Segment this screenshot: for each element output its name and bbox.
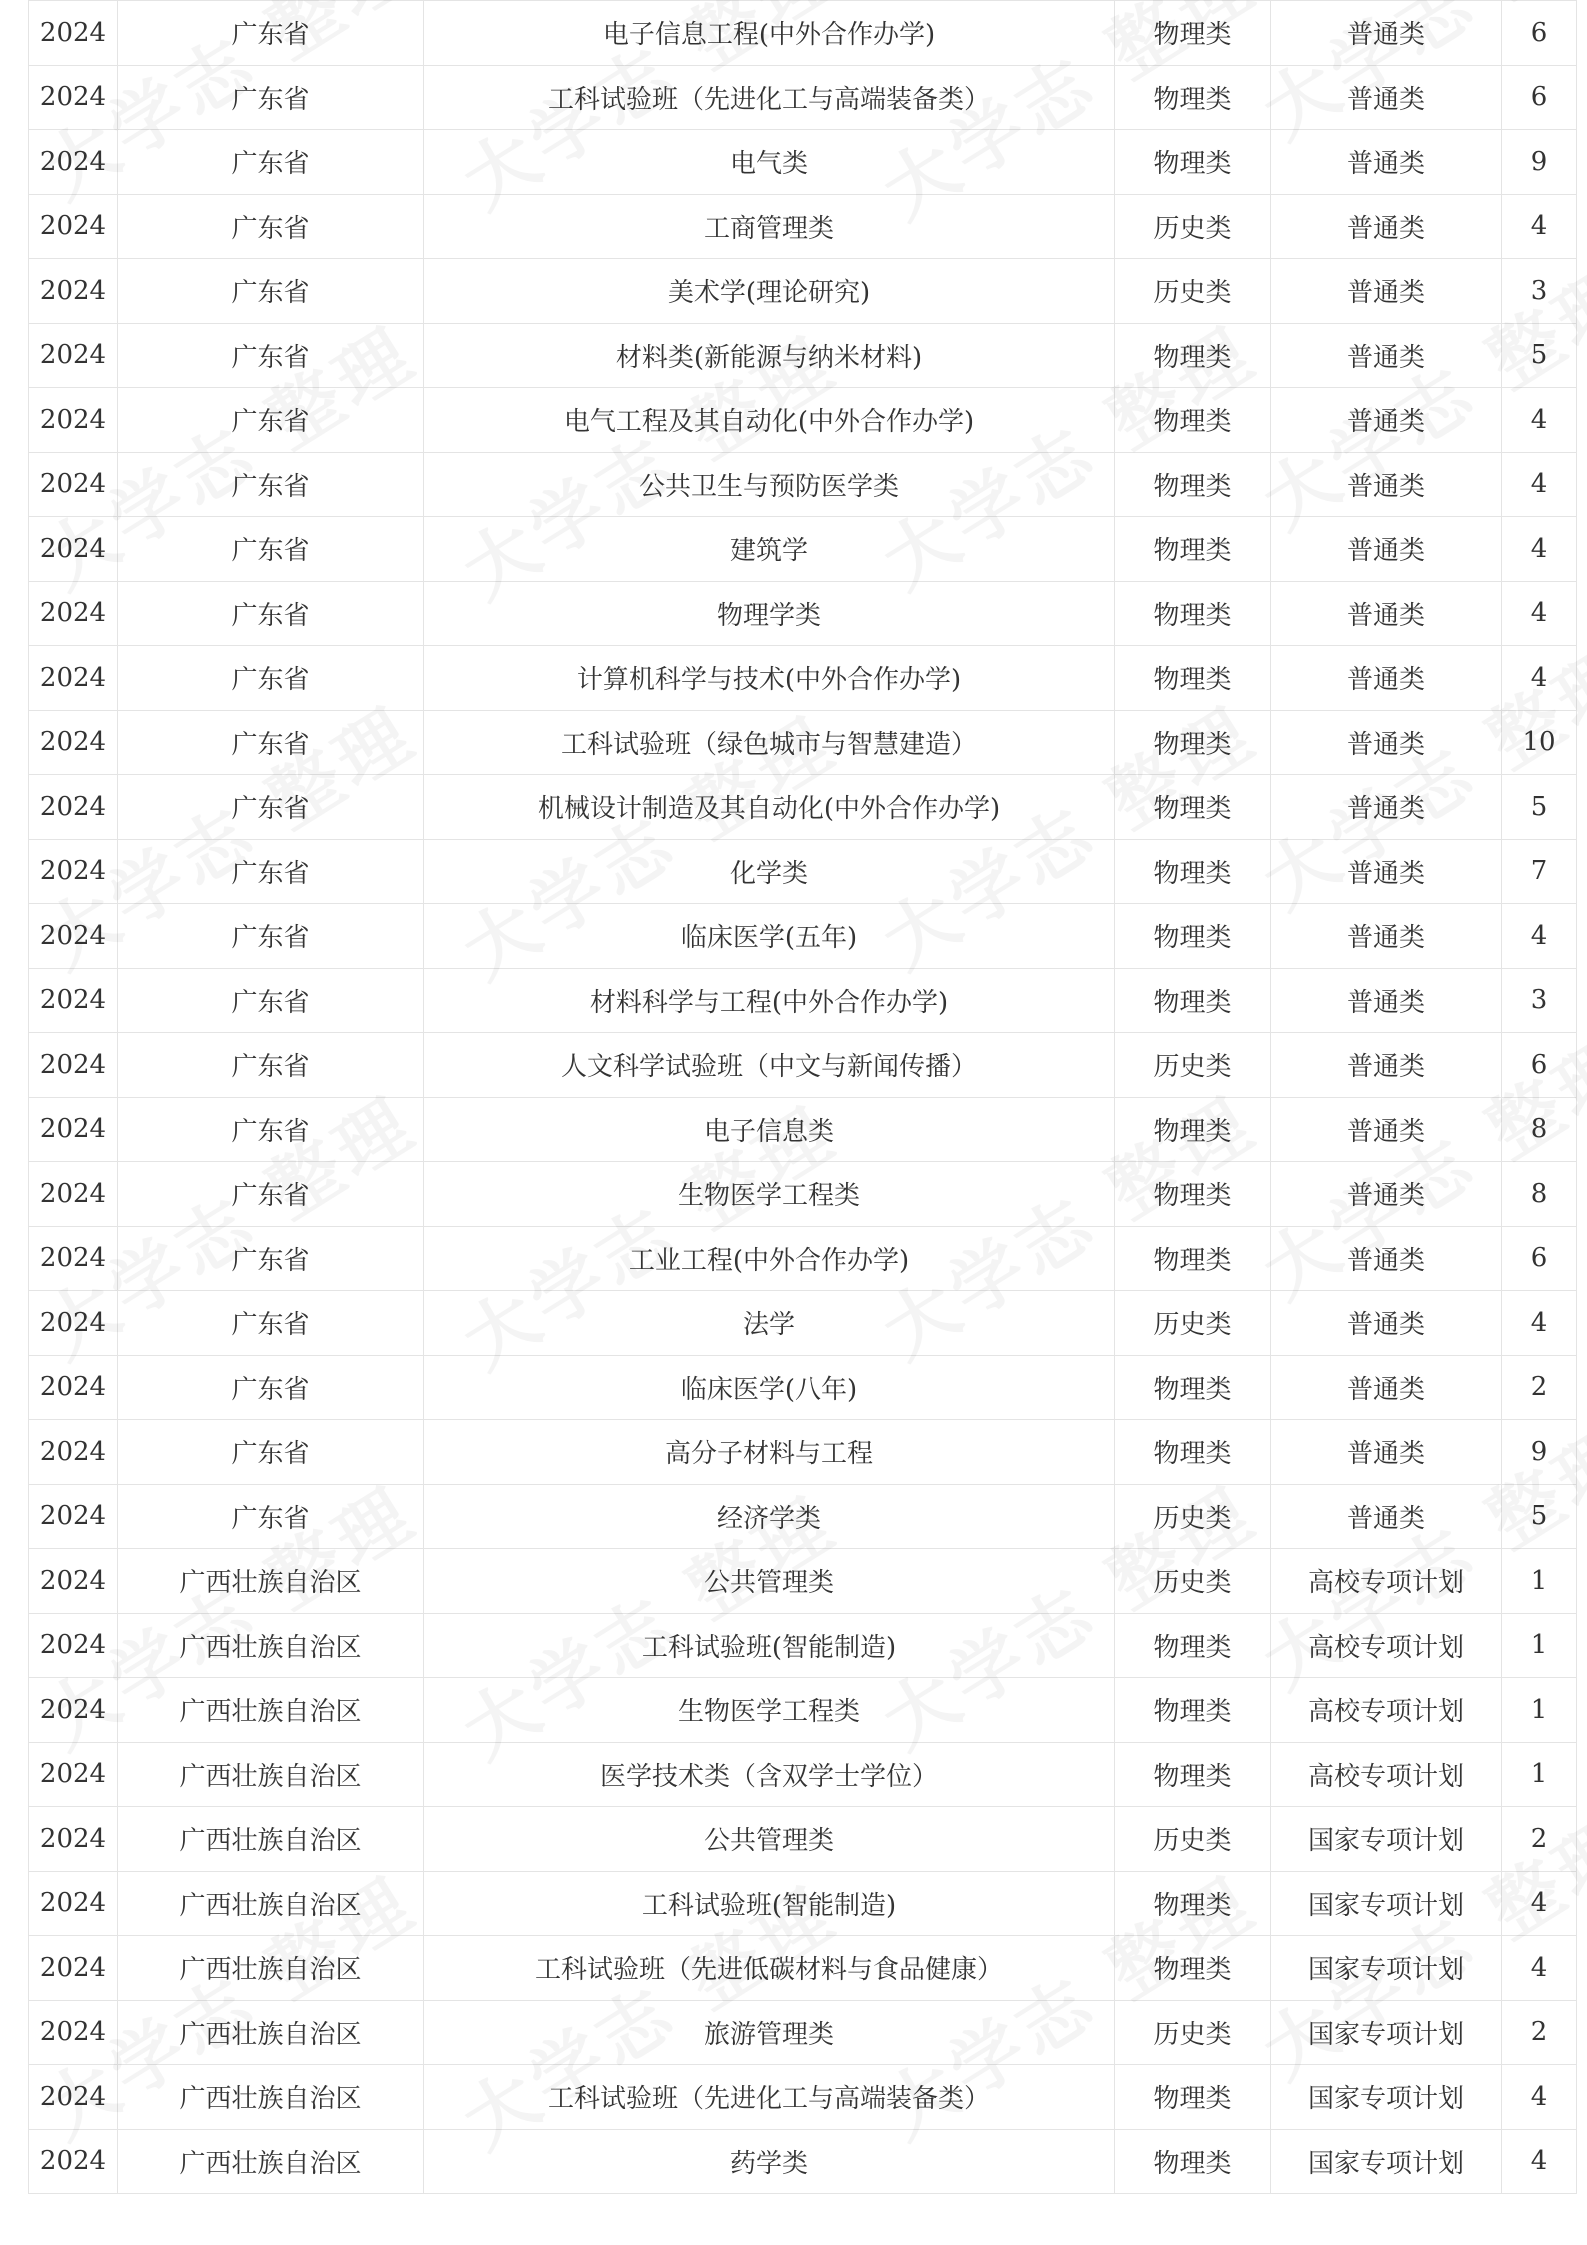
table-row [29, 710, 1577, 775]
subject-cell: 物理类 [1115, 1742, 1271, 1807]
year-cell: 2024 [29, 1420, 118, 1485]
count-cell: 3 [1502, 968, 1577, 1033]
plan-type-cell: 普通类 [1271, 839, 1502, 904]
plan-type-cell: 普通类 [1271, 130, 1502, 195]
subject-cell: 物理类 [1115, 904, 1271, 969]
province-cell: 广东省 [118, 517, 424, 582]
count-cell: 6 [1502, 1226, 1577, 1291]
subject-cell: 物理类 [1115, 2065, 1271, 2130]
plan-type-cell: 普通类 [1271, 452, 1502, 517]
year-cell: 2024 [29, 1355, 118, 1420]
plan-type-cell: 普通类 [1271, 1, 1502, 66]
count-cell: 4 [1502, 452, 1577, 517]
province-cell: 广西壮族自治区 [118, 1613, 424, 1678]
count-cell: 4 [1502, 517, 1577, 582]
count-cell: 5 [1502, 1484, 1577, 1549]
plan-type-cell: 普通类 [1271, 1226, 1502, 1291]
year-cell: 2024 [29, 1097, 118, 1162]
year-cell: 2024 [29, 1033, 118, 1098]
table-row [29, 2129, 1577, 2194]
plan-type-cell: 普通类 [1271, 259, 1502, 324]
subject-cell: 物理类 [1115, 452, 1271, 517]
province-cell: 广东省 [118, 710, 424, 775]
major-cell: 工科试验班(智能制造) [424, 1871, 1115, 1936]
province-cell: 广西壮族自治区 [118, 1871, 424, 1936]
table-row [29, 194, 1577, 259]
table-row [29, 2000, 1577, 2065]
province-cell: 广东省 [118, 259, 424, 324]
year-cell: 2024 [29, 646, 118, 711]
subject-cell: 物理类 [1115, 130, 1271, 195]
table-row [29, 259, 1577, 324]
year-cell: 2024 [29, 65, 118, 130]
province-cell: 广东省 [118, 968, 424, 1033]
plan-type-cell: 高校专项计划 [1271, 1742, 1502, 1807]
province-cell: 广西壮族自治区 [118, 2065, 424, 2130]
table-row [29, 1678, 1577, 1743]
subject-cell: 历史类 [1115, 1033, 1271, 1098]
table-row [29, 65, 1577, 130]
major-cell: 生物医学工程类 [424, 1678, 1115, 1743]
table-row [29, 581, 1577, 646]
table-row [29, 130, 1577, 195]
table-row [29, 1807, 1577, 1872]
province-cell: 广东省 [118, 1226, 424, 1291]
year-cell: 2024 [29, 259, 118, 324]
table-body [29, 1, 1577, 2194]
year-cell: 2024 [29, 1291, 118, 1356]
table-row [29, 517, 1577, 582]
major-cell: 美术学(理论研究) [424, 259, 1115, 324]
subject-cell: 物理类 [1115, 65, 1271, 130]
major-cell: 工业工程(中外合作办学) [424, 1226, 1115, 1291]
year-cell: 2024 [29, 2129, 118, 2194]
table-row [29, 1226, 1577, 1291]
major-cell: 物理学类 [424, 581, 1115, 646]
subject-cell: 历史类 [1115, 1549, 1271, 1614]
table-row [29, 968, 1577, 1033]
plan-type-cell: 普通类 [1271, 968, 1502, 1033]
plan-type-cell: 高校专项计划 [1271, 1678, 1502, 1743]
count-cell: 4 [1502, 194, 1577, 259]
subject-cell: 历史类 [1115, 194, 1271, 259]
plan-type-cell: 普通类 [1271, 1162, 1502, 1227]
major-cell: 生物医学工程类 [424, 1162, 1115, 1227]
year-cell: 2024 [29, 1613, 118, 1678]
count-cell: 4 [1502, 1936, 1577, 2001]
plan-type-cell: 普通类 [1271, 1484, 1502, 1549]
table-row [29, 388, 1577, 453]
table-row [29, 1033, 1577, 1098]
year-cell: 2024 [29, 130, 118, 195]
plan-type-cell: 高校专项计划 [1271, 1613, 1502, 1678]
year-cell: 2024 [29, 775, 118, 840]
year-cell: 2024 [29, 1936, 118, 2001]
major-cell: 计算机科学与技术(中外合作办学) [424, 646, 1115, 711]
year-cell: 2024 [29, 517, 118, 582]
year-cell: 2024 [29, 1871, 118, 1936]
province-cell: 广东省 [118, 1355, 424, 1420]
major-cell: 旅游管理类 [424, 2000, 1115, 2065]
year-cell: 2024 [29, 904, 118, 969]
count-cell: 6 [1502, 1, 1577, 66]
major-cell: 电子信息工程(中外合作办学) [424, 1, 1115, 66]
count-cell: 3 [1502, 259, 1577, 324]
province-cell: 广东省 [118, 1484, 424, 1549]
year-cell: 2024 [29, 1226, 118, 1291]
province-cell: 广西壮族自治区 [118, 1936, 424, 2001]
province-cell: 广东省 [118, 839, 424, 904]
subject-cell: 物理类 [1115, 710, 1271, 775]
count-cell: 4 [1502, 1871, 1577, 1936]
province-cell: 广东省 [118, 904, 424, 969]
plan-type-cell: 普通类 [1271, 517, 1502, 582]
count-cell: 4 [1502, 388, 1577, 453]
subject-cell: 历史类 [1115, 1291, 1271, 1356]
major-cell: 工科试验班(智能制造) [424, 1613, 1115, 1678]
plan-type-cell: 普通类 [1271, 1291, 1502, 1356]
count-cell: 10 [1502, 710, 1577, 775]
subject-cell: 物理类 [1115, 646, 1271, 711]
major-cell: 机械设计制造及其自动化(中外合作办学) [424, 775, 1115, 840]
table-row [29, 1355, 1577, 1420]
subject-cell: 历史类 [1115, 2000, 1271, 2065]
province-cell: 广东省 [118, 1033, 424, 1098]
province-cell: 广东省 [118, 1162, 424, 1227]
year-cell: 2024 [29, 1484, 118, 1549]
plan-type-cell: 普通类 [1271, 65, 1502, 130]
table-row [29, 323, 1577, 388]
year-cell: 2024 [29, 1162, 118, 1227]
year-cell: 2024 [29, 388, 118, 453]
subject-cell: 物理类 [1115, 1420, 1271, 1485]
count-cell: 4 [1502, 904, 1577, 969]
plan-type-cell: 国家专项计划 [1271, 2000, 1502, 2065]
count-cell: 4 [1502, 2065, 1577, 2130]
major-cell: 化学类 [424, 839, 1115, 904]
plan-type-cell: 普通类 [1271, 646, 1502, 711]
province-cell: 广东省 [118, 775, 424, 840]
province-cell: 广西壮族自治区 [118, 1807, 424, 1872]
plan-type-cell: 高校专项计划 [1271, 1549, 1502, 1614]
table-row [29, 1420, 1577, 1485]
province-cell: 广东省 [118, 65, 424, 130]
subject-cell: 物理类 [1115, 581, 1271, 646]
plan-type-cell: 国家专项计划 [1271, 2065, 1502, 2130]
plan-type-cell: 普通类 [1271, 581, 1502, 646]
major-cell: 电气类 [424, 130, 1115, 195]
major-cell: 公共卫生与预防医学类 [424, 452, 1115, 517]
subject-cell: 物理类 [1115, 2129, 1271, 2194]
plan-type-cell: 普通类 [1271, 1355, 1502, 1420]
year-cell: 2024 [29, 452, 118, 517]
province-cell: 广西壮族自治区 [118, 1549, 424, 1614]
count-cell: 6 [1502, 1033, 1577, 1098]
major-cell: 工科试验班（先进化工与高端装备类） [424, 2065, 1115, 2130]
plan-type-cell: 国家专项计划 [1271, 2129, 1502, 2194]
count-cell: 1 [1502, 1678, 1577, 1743]
major-cell: 公共管理类 [424, 1549, 1115, 1614]
table-row [29, 1871, 1577, 1936]
subject-cell: 物理类 [1115, 323, 1271, 388]
major-cell: 医学技术类（含双学士学位） [424, 1742, 1115, 1807]
subject-cell: 物理类 [1115, 1226, 1271, 1291]
year-cell: 2024 [29, 323, 118, 388]
major-cell: 工科试验班（绿色城市与智慧建造） [424, 710, 1115, 775]
year-cell: 2024 [29, 2000, 118, 2065]
count-cell: 6 [1502, 65, 1577, 130]
plan-type-cell: 普通类 [1271, 323, 1502, 388]
major-cell: 工科试验班（先进低碳材料与食品健康） [424, 1936, 1115, 2001]
subject-cell: 物理类 [1115, 775, 1271, 840]
table-row [29, 1484, 1577, 1549]
subject-cell: 物理类 [1115, 968, 1271, 1033]
count-cell: 4 [1502, 2129, 1577, 2194]
year-cell: 2024 [29, 581, 118, 646]
admission-table [28, 0, 1577, 2194]
year-cell: 2024 [29, 1678, 118, 1743]
table-row [29, 1, 1577, 66]
subject-cell: 历史类 [1115, 259, 1271, 324]
table-row [29, 775, 1577, 840]
province-cell: 广东省 [118, 646, 424, 711]
table-row [29, 1936, 1577, 2001]
province-cell: 广东省 [118, 581, 424, 646]
count-cell: 4 [1502, 1291, 1577, 1356]
table-row [29, 904, 1577, 969]
major-cell: 临床医学(八年) [424, 1355, 1115, 1420]
year-cell: 2024 [29, 2065, 118, 2130]
province-cell: 广西壮族自治区 [118, 2129, 424, 2194]
major-cell: 工科试验班（先进化工与高端装备类） [424, 65, 1115, 130]
major-cell: 临床医学(五年) [424, 904, 1115, 969]
count-cell: 1 [1502, 1549, 1577, 1614]
plan-type-cell: 普通类 [1271, 710, 1502, 775]
province-cell: 广东省 [118, 323, 424, 388]
count-cell: 1 [1502, 1613, 1577, 1678]
province-cell: 广西壮族自治区 [118, 2000, 424, 2065]
subject-cell: 物理类 [1115, 1, 1271, 66]
plan-type-cell: 普通类 [1271, 1033, 1502, 1098]
subject-cell: 历史类 [1115, 1807, 1271, 1872]
subject-cell: 物理类 [1115, 1871, 1271, 1936]
table-row [29, 1291, 1577, 1356]
count-cell: 5 [1502, 775, 1577, 840]
province-cell: 广东省 [118, 1097, 424, 1162]
count-cell: 8 [1502, 1097, 1577, 1162]
year-cell: 2024 [29, 1742, 118, 1807]
year-cell: 2024 [29, 968, 118, 1033]
province-cell: 广东省 [118, 452, 424, 517]
count-cell: 8 [1502, 1162, 1577, 1227]
plan-type-cell: 普通类 [1271, 1420, 1502, 1485]
year-cell: 2024 [29, 710, 118, 775]
table-row [29, 1549, 1577, 1614]
table-row [29, 839, 1577, 904]
year-cell: 2024 [29, 1807, 118, 1872]
count-cell: 7 [1502, 839, 1577, 904]
province-cell: 广东省 [118, 1291, 424, 1356]
major-cell: 经济学类 [424, 1484, 1115, 1549]
table-row [29, 1162, 1577, 1227]
subject-cell: 物理类 [1115, 839, 1271, 904]
province-cell: 广东省 [118, 130, 424, 195]
major-cell: 高分子材料与工程 [424, 1420, 1115, 1485]
major-cell: 电子信息类 [424, 1097, 1115, 1162]
subject-cell: 物理类 [1115, 388, 1271, 453]
province-cell: 广东省 [118, 1, 424, 66]
count-cell: 4 [1502, 581, 1577, 646]
year-cell: 2024 [29, 839, 118, 904]
major-cell: 工商管理类 [424, 194, 1115, 259]
table-row [29, 1097, 1577, 1162]
table-row [29, 452, 1577, 517]
subject-cell: 物理类 [1115, 1936, 1271, 2001]
province-cell: 广西壮族自治区 [118, 1678, 424, 1743]
subject-cell: 物理类 [1115, 1097, 1271, 1162]
major-cell: 人文科学试验班（中文与新闻传播） [424, 1033, 1115, 1098]
count-cell: 9 [1502, 1420, 1577, 1485]
count-cell: 4 [1502, 646, 1577, 711]
major-cell: 材料类(新能源与纳米材料) [424, 323, 1115, 388]
major-cell: 法学 [424, 1291, 1115, 1356]
count-cell: 5 [1502, 323, 1577, 388]
year-cell: 2024 [29, 194, 118, 259]
plan-type-cell: 国家专项计划 [1271, 1871, 1502, 1936]
plan-type-cell: 普通类 [1271, 775, 1502, 840]
plan-type-cell: 国家专项计划 [1271, 1807, 1502, 1872]
major-cell: 建筑学 [424, 517, 1115, 582]
major-cell: 电气工程及其自动化(中外合作办学) [424, 388, 1115, 453]
count-cell: 1 [1502, 1742, 1577, 1807]
count-cell: 2 [1502, 2000, 1577, 2065]
province-cell: 广东省 [118, 194, 424, 259]
subject-cell: 物理类 [1115, 1678, 1271, 1743]
subject-cell: 历史类 [1115, 1484, 1271, 1549]
plan-type-cell: 普通类 [1271, 904, 1502, 969]
count-cell: 2 [1502, 1807, 1577, 1872]
subject-cell: 物理类 [1115, 1613, 1271, 1678]
plan-type-cell: 国家专项计划 [1271, 1936, 1502, 2001]
plan-type-cell: 普通类 [1271, 1097, 1502, 1162]
province-cell: 广东省 [118, 1420, 424, 1485]
count-cell: 9 [1502, 130, 1577, 195]
year-cell: 2024 [29, 1549, 118, 1614]
plan-type-cell: 普通类 [1271, 194, 1502, 259]
admission-table-container [28, 0, 1576, 2194]
major-cell: 公共管理类 [424, 1807, 1115, 1872]
subject-cell: 物理类 [1115, 517, 1271, 582]
table-row [29, 1613, 1577, 1678]
major-cell: 材料科学与工程(中外合作办学) [424, 968, 1115, 1033]
table-row [29, 646, 1577, 711]
count-cell: 2 [1502, 1355, 1577, 1420]
year-cell: 2024 [29, 1, 118, 66]
major-cell: 药学类 [424, 2129, 1115, 2194]
plan-type-cell: 普通类 [1271, 388, 1502, 453]
table-row [29, 1742, 1577, 1807]
province-cell: 广东省 [118, 388, 424, 453]
subject-cell: 物理类 [1115, 1355, 1271, 1420]
subject-cell: 物理类 [1115, 1162, 1271, 1227]
province-cell: 广西壮族自治区 [118, 1742, 424, 1807]
table-row [29, 2065, 1577, 2130]
